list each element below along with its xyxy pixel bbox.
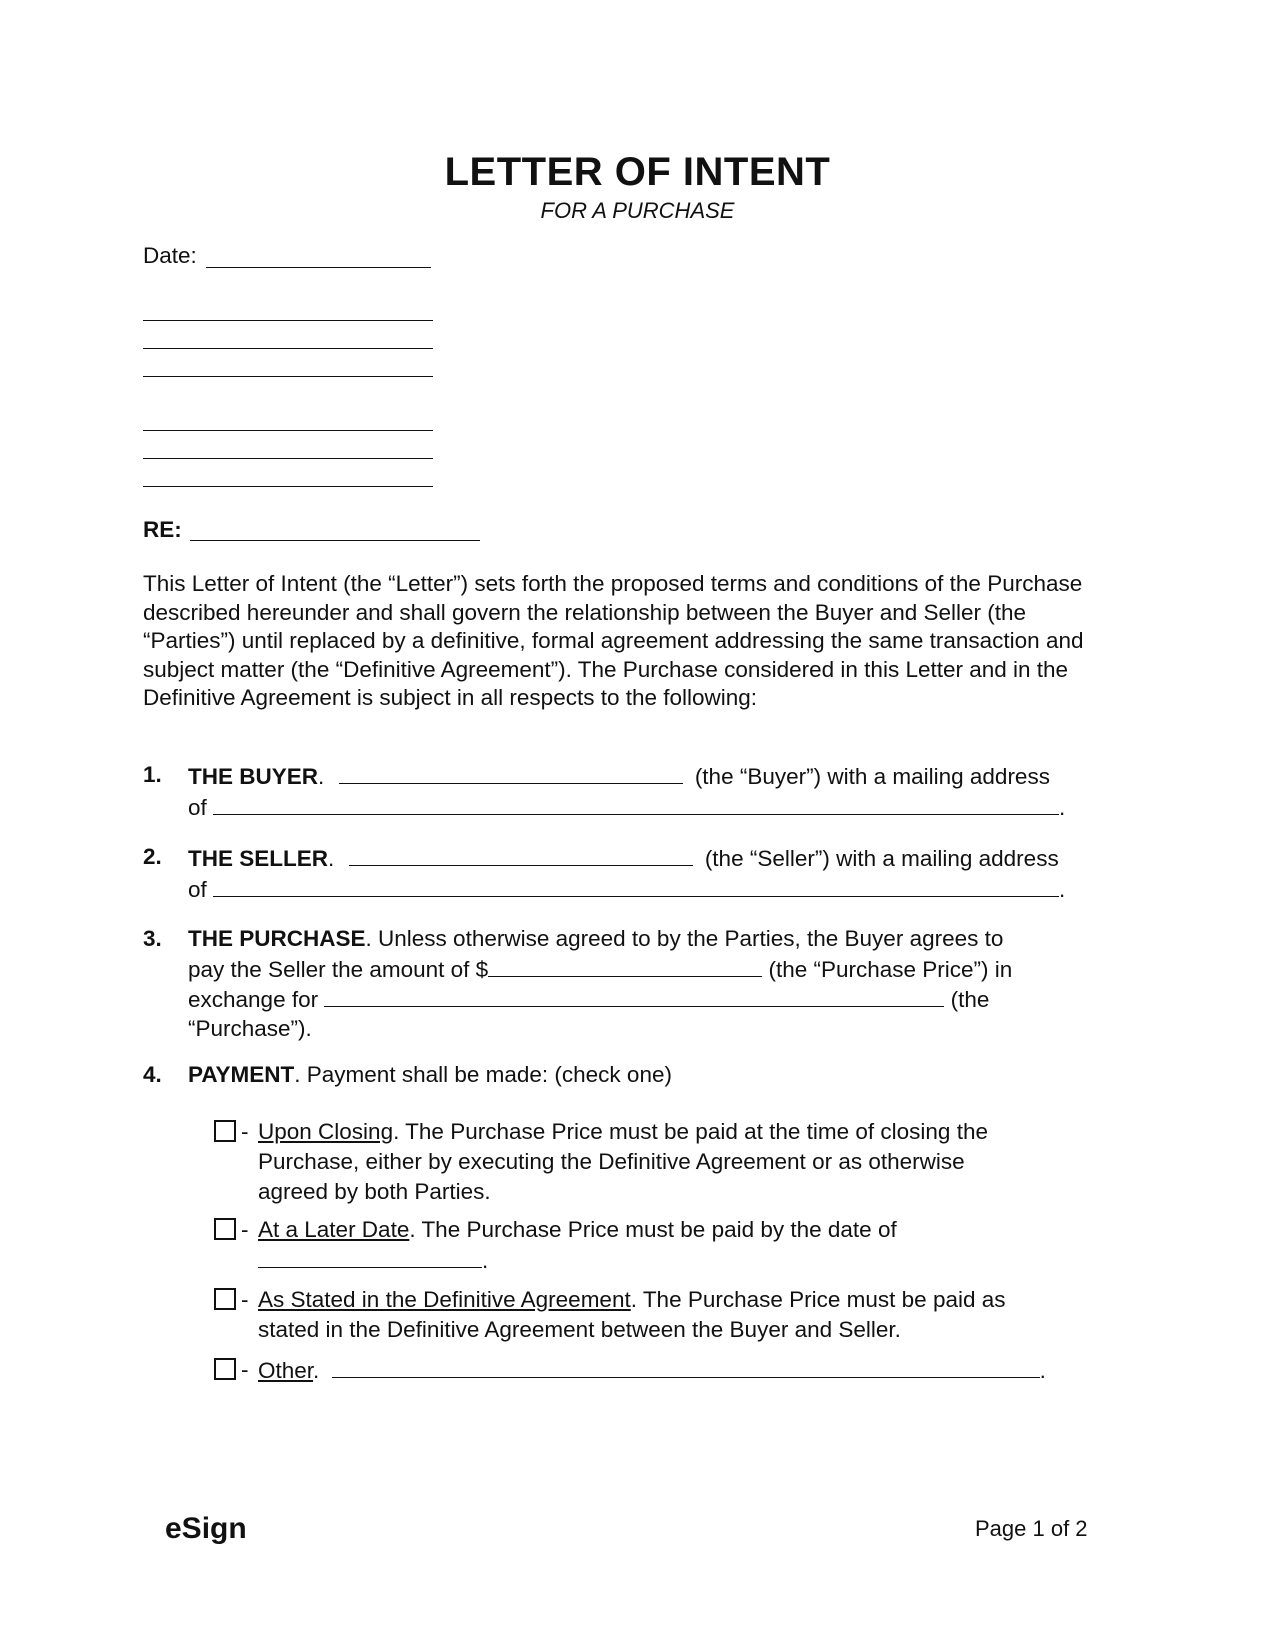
buyer-address-field[interactable] bbox=[213, 792, 1059, 815]
section-4-number: 4. bbox=[143, 1062, 162, 1087]
recipient-line-2[interactable] bbox=[143, 348, 433, 349]
payment-option-definitive-agreement: - As Stated in the Definitive Agreement. The Purchase Price must be paid as stated in the Definitive Agreement between the Buyer and Seller. bbox=[214, 1285, 1114, 1345]
section-1-of: of bbox=[188, 794, 207, 820]
section-3-text-1: . Unless otherwise agreed to by the Parties, the Buyer agrees to bbox=[365, 926, 1004, 951]
section-2-text: (the “Seller”) with a mailing address bbox=[704, 846, 1059, 871]
section-1-text: (the “Buyer”) with a mailing address bbox=[694, 764, 1050, 789]
section-3-text-3: (the “Purchase Price”) in bbox=[768, 956, 1013, 982]
section-4-heading: PAYMENT bbox=[188, 1062, 295, 1087]
section-2-heading: THE SELLER bbox=[188, 846, 329, 871]
sender-line-2[interactable] bbox=[143, 458, 433, 459]
section-purchase bbox=[188, 925, 1128, 1043]
section-3-text-2: pay the Seller the amount of $ bbox=[188, 956, 489, 982]
payment-option-other: - Other. . bbox=[214, 1355, 1114, 1385]
seller-name-field[interactable] bbox=[349, 843, 693, 866]
esign-logo: eSign bbox=[165, 1512, 247, 1545]
purchase-price-field[interactable] bbox=[488, 954, 762, 977]
option-3-text: . The Purchase Price must be paid as bbox=[630, 1287, 1006, 1312]
definitive-agreement-checkbox[interactable] bbox=[214, 1288, 236, 1310]
option-3-label: As Stated in the Definitive Agreement bbox=[258, 1287, 631, 1312]
date-row bbox=[143, 242, 197, 270]
option-4-text: . bbox=[1039, 1358, 1046, 1383]
intro-paragraph: This Letter of Intent (the “Letter”) sets forth the proposed terms and conditions of the Purchase described hereunder and shall govern the relationship between the Buyer and Seller (the “Parties”) until replaced by a definitive, formal agreement addressing the same transaction and subject matter (the “Definitive Agreement”). The Purchase considered in this Letter and in the Definitive Agreement is subject in all respects to the following: bbox=[143, 571, 1084, 711]
section-2-number: 2. bbox=[143, 844, 162, 869]
section-1-number: 1. bbox=[143, 762, 162, 787]
option-3-text-2: stated in the Definitive Agreement between the Buyer and Seller. bbox=[258, 1317, 901, 1342]
recipient-line-1[interactable] bbox=[143, 320, 433, 321]
seller-address-field[interactable] bbox=[213, 874, 1059, 897]
section-4-text: . Payment shall be made: (check one) bbox=[294, 1062, 672, 1087]
section-3-text-5: (the bbox=[950, 987, 990, 1013]
section-3-text-4: exchange for bbox=[188, 987, 319, 1013]
option-4-label: Other bbox=[258, 1358, 314, 1383]
section-3-number: 3. bbox=[143, 926, 162, 951]
option-2-text: . The Purchase Price must be paid by the date of bbox=[409, 1217, 897, 1242]
option-2-label: At a Later Date bbox=[258, 1217, 410, 1242]
other-checkbox[interactable] bbox=[214, 1358, 236, 1380]
re-field[interactable] bbox=[190, 540, 480, 541]
payment-option-upon-closing: - Upon Closing. The Purchase Price must be paid at the time of closing the Purchase, either by executing the Definitive Agreement or as otherwise agreed by both Parties. bbox=[214, 1117, 1114, 1207]
section-seller: THE SELLER. (the “Seller”) with a mailing address of . bbox=[188, 843, 1128, 904]
section-payment bbox=[188, 1061, 1128, 1090]
date-label: Date: bbox=[143, 243, 197, 268]
section-1-heading: THE BUYER bbox=[188, 764, 319, 789]
recipient-line-3[interactable] bbox=[143, 376, 433, 377]
option-1-text: . The Purchase Price must be paid at the time of closing the bbox=[393, 1119, 988, 1144]
option-1-text-3: agreed by both Parties. bbox=[258, 1179, 491, 1204]
later-date-checkbox[interactable] bbox=[214, 1218, 236, 1240]
other-payment-field[interactable] bbox=[332, 1355, 1040, 1378]
purchase-description-field[interactable] bbox=[324, 984, 944, 1007]
payment-option-later-date: - At a Later Date. The Purchase Price must be paid by the date of . bbox=[214, 1215, 1114, 1275]
upon-closing-checkbox[interactable] bbox=[214, 1120, 236, 1142]
section-2-of: of bbox=[188, 876, 207, 902]
page-number: Page 1 of 2 bbox=[975, 1516, 1088, 1541]
option-1-label: Upon Closing bbox=[258, 1119, 394, 1144]
section-3-heading: THE PURCHASE bbox=[188, 926, 366, 951]
sender-line-1[interactable] bbox=[143, 430, 433, 431]
sender-line-3[interactable] bbox=[143, 486, 433, 487]
section-buyer: THE BUYER. (the “Buyer”) with a mailing address of . bbox=[188, 761, 1128, 822]
date-field[interactable] bbox=[206, 267, 431, 268]
payment-date-field[interactable] bbox=[258, 1245, 482, 1268]
re-label: RE: bbox=[143, 517, 182, 542]
document-subtitle: FOR A PURCHASE bbox=[540, 198, 735, 223]
buyer-name-field[interactable] bbox=[339, 761, 683, 784]
document-title: LETTER OF INTENT bbox=[444, 150, 831, 194]
section-3-text-6: “Purchase”). bbox=[188, 1015, 312, 1041]
option-1-text-2: Purchase, either by executing the Definitive Agreement or as otherwise bbox=[258, 1149, 965, 1174]
